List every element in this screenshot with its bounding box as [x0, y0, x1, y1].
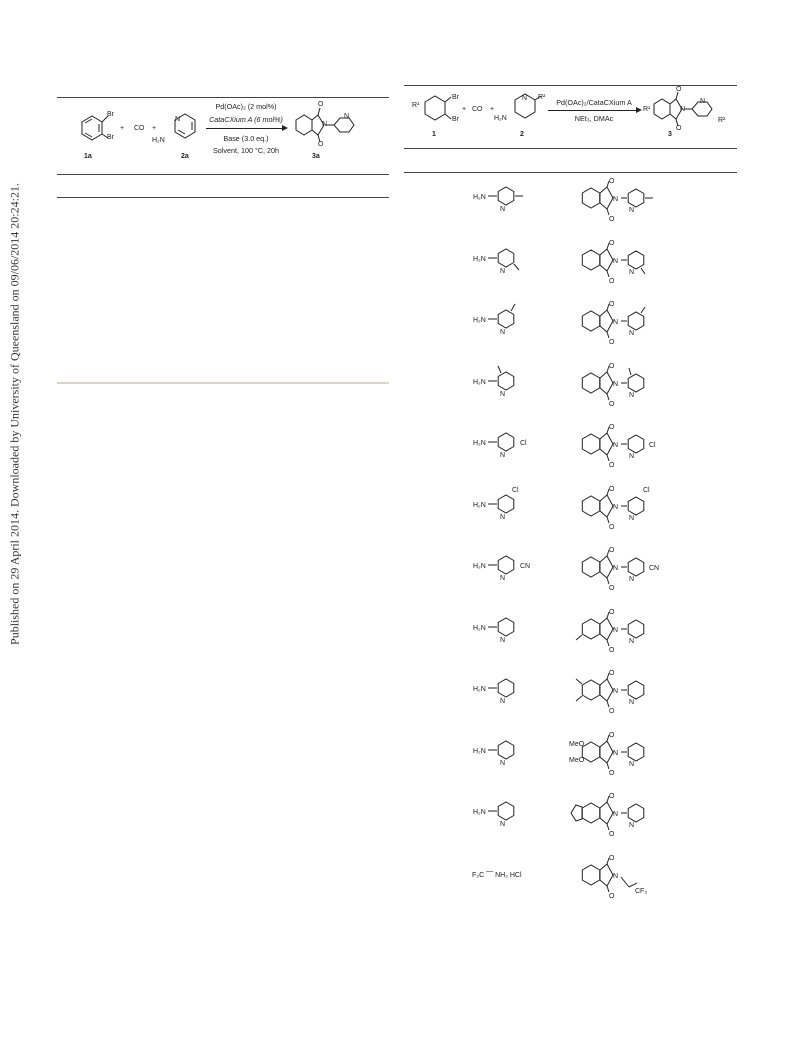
right-header-rule — [404, 172, 737, 173]
arrow-head — [282, 125, 288, 131]
r2-label: R² — [538, 94, 546, 101]
amine-structure-2 — [470, 242, 550, 282]
dibromobenzene-structure — [72, 108, 125, 148]
product-structure-7 — [575, 545, 685, 595]
h2n-label: H₂N — [473, 378, 486, 386]
o-atom: O — [609, 831, 615, 838]
product-structure-4 — [575, 361, 685, 411]
conditions-line-1: Pd(OAc)₂ (2 mol%) — [215, 102, 277, 111]
n-atom: N — [629, 760, 635, 768]
n-atom: N — [613, 380, 619, 388]
product-structure-10 — [569, 730, 685, 780]
n-atom: N — [613, 442, 619, 449]
product-structure-6 — [575, 484, 685, 534]
o-atom: O — [609, 462, 615, 469]
n-atom: N — [629, 576, 635, 583]
product-3a-structure — [292, 104, 372, 154]
cl-label: Cl — [649, 442, 656, 449]
product-structure-2 — [575, 238, 685, 288]
cn-label: CN — [649, 565, 660, 572]
plus-sign: + — [120, 125, 125, 132]
o-atom: O — [609, 731, 615, 739]
n-atom: N — [500, 636, 506, 644]
n-atom: N — [500, 267, 506, 275]
conditions-line-4: Solvent, 100 °C, 20h — [212, 146, 279, 155]
h2n-label: H₂N — [473, 255, 486, 263]
h2n-label: H₂N — [473, 686, 486, 693]
o-atom: O — [609, 362, 615, 370]
n-atom: N — [680, 106, 686, 113]
compound-label-2a: 2a — [181, 153, 189, 160]
o-atom: O — [609, 708, 615, 715]
compound-label-3a: 3a — [312, 153, 320, 160]
n-atom: N — [613, 688, 619, 695]
n-atom: N — [629, 822, 635, 829]
o-atom: O — [609, 646, 615, 654]
h2n-label: H₂N — [473, 440, 486, 447]
o-atom: O — [609, 670, 615, 677]
n-atom: N — [500, 759, 506, 767]
n-atom: N — [500, 575, 506, 582]
reaction-arrow — [206, 128, 284, 129]
reaction-arrow — [548, 110, 638, 111]
amine-structure-7 — [470, 549, 550, 589]
o-atom: O — [676, 125, 682, 132]
br-label-top: Br — [107, 111, 114, 118]
compound-label-1: 1 — [432, 131, 436, 138]
n-atom: N — [613, 565, 619, 572]
amine-structure-12 — [470, 857, 550, 897]
n-atom: N — [500, 329, 506, 336]
br-label-top: Br — [452, 94, 459, 101]
n-atom: N — [500, 452, 506, 459]
product-structure-5 — [575, 422, 685, 472]
amine-structure-11 — [470, 795, 550, 835]
conditions-line-3: Base (3.0 eq.) — [223, 134, 269, 143]
amine-structure-4 — [470, 365, 550, 405]
h2n-label: H₂N — [473, 194, 486, 201]
aminopyridine-structure — [165, 110, 205, 150]
product-structure-11 — [575, 791, 685, 841]
o-atom: O — [318, 141, 324, 148]
n-atom: N — [629, 268, 635, 276]
n-atom: N — [629, 391, 635, 399]
n-atom: N — [629, 207, 635, 214]
o-atom: O — [609, 301, 615, 308]
n-atom: N — [613, 872, 619, 880]
n-atom: N — [500, 698, 506, 705]
trifluoroethylamine-label: F₃C ⎺ NH₂ HCl — [472, 871, 522, 879]
r2-label: R² — [718, 117, 726, 124]
n-atom: N — [613, 749, 619, 757]
cl-label: Cl — [520, 440, 527, 447]
left-header-rule — [57, 197, 389, 198]
o-atom: O — [609, 277, 615, 285]
plus-sign: + — [490, 106, 495, 113]
co-label: CO — [472, 106, 483, 113]
cn-label: CN — [520, 563, 531, 570]
product-structure-1 — [575, 176, 685, 226]
o-atom: O — [609, 216, 615, 223]
r1-label: R¹ — [643, 106, 651, 113]
left-top-rule — [57, 97, 389, 98]
h2n-label: H₂N — [473, 747, 486, 755]
n-atom: N — [629, 330, 635, 337]
o-atom: O — [609, 547, 615, 554]
n-atom: N — [700, 98, 706, 105]
conditions-line-2: CataCXium A (6 mol%) — [209, 115, 283, 124]
h2n-label: H₂N — [473, 809, 486, 816]
plus-sign: + — [462, 106, 467, 113]
amine-structure-10 — [470, 734, 550, 774]
right-mid-rule — [404, 148, 737, 149]
product-structure-9 — [575, 668, 685, 718]
cl-label: Cl — [512, 486, 519, 494]
meo-label: MeO — [569, 756, 585, 764]
n-atom: N — [613, 626, 619, 634]
o-atom: O — [609, 793, 615, 800]
publication-side-note: Published on 29 April 2014. Downloaded by University of Queensland on 09/06/2014 20:24:21. — [7, 183, 22, 645]
compound-label-3: 3 — [668, 131, 672, 138]
o-atom: O — [609, 339, 615, 346]
n-atom: N — [500, 821, 506, 828]
compound-label-2: 2 — [520, 131, 524, 138]
n-atom: N — [175, 116, 181, 123]
r1-label: R¹ — [412, 102, 420, 109]
product-structure-12 — [575, 853, 685, 903]
o-atom: O — [609, 239, 615, 247]
amine-structure-6 — [470, 488, 550, 528]
n-atom: N — [613, 257, 619, 265]
n-atom: N — [500, 206, 506, 213]
amine-structure-9 — [470, 672, 550, 712]
amine-structure-8 — [470, 611, 550, 651]
left-bottom-rule — [57, 382, 389, 384]
n-atom: N — [629, 514, 635, 522]
h2n-label: H₂N — [473, 501, 486, 509]
o-atom: O — [609, 400, 615, 408]
o-atom: O — [609, 608, 615, 616]
n-atom: N — [613, 811, 619, 818]
n-atom: N — [613, 319, 619, 326]
o-atom: O — [609, 892, 615, 900]
cl-label: Cl — [643, 486, 650, 494]
o-atom: O — [609, 769, 615, 777]
o-atom: O — [609, 854, 615, 862]
amine-structure-3 — [470, 303, 550, 343]
n-atom: N — [629, 699, 635, 706]
o-atom: O — [609, 523, 615, 531]
co-label: CO — [134, 125, 145, 132]
amine-structure-1 — [470, 180, 550, 220]
meo-label: MeO — [569, 740, 585, 748]
n-atom: N — [344, 113, 350, 120]
left-mid-rule — [57, 174, 389, 175]
o-atom: O — [609, 424, 615, 431]
h2n-label: H₂N — [473, 317, 486, 324]
h2n-label: H₂N — [494, 115, 507, 122]
n-atom: N — [629, 453, 635, 460]
o-atom: O — [676, 86, 682, 93]
product-structure-8 — [575, 607, 685, 657]
cf3-label: CF₃ — [635, 887, 648, 895]
h2n-label: H₂N — [473, 563, 486, 570]
n-atom: N — [629, 637, 635, 645]
o-atom: O — [609, 178, 615, 185]
amine-structure-5 — [470, 426, 550, 466]
o-atom: O — [609, 585, 615, 592]
right-conditions-line-2: NEt₃, DMAc — [574, 114, 614, 123]
compound-label-1a: 1a — [84, 153, 92, 160]
br-label-bottom: Br — [107, 134, 114, 141]
h2n-label: H₂N — [473, 624, 486, 632]
right-top-rule — [404, 85, 737, 86]
n-atom: N — [522, 95, 528, 102]
o-atom: O — [318, 101, 324, 108]
n-atom: N — [500, 390, 506, 398]
br-label-bottom: Br — [452, 116, 459, 123]
right-conditions-line-1: Pd(OAc)₂/CataCXium A — [556, 98, 632, 107]
plus-sign: + — [152, 125, 157, 132]
n-atom: N — [613, 196, 619, 203]
h2n-label: H₂N — [152, 137, 165, 144]
product-structure-3 — [575, 299, 685, 349]
n-atom: N — [322, 121, 328, 128]
n-atom: N — [500, 513, 506, 521]
general-product-structure — [646, 88, 736, 138]
n-atom: N — [613, 503, 619, 511]
o-atom: O — [609, 485, 615, 493]
